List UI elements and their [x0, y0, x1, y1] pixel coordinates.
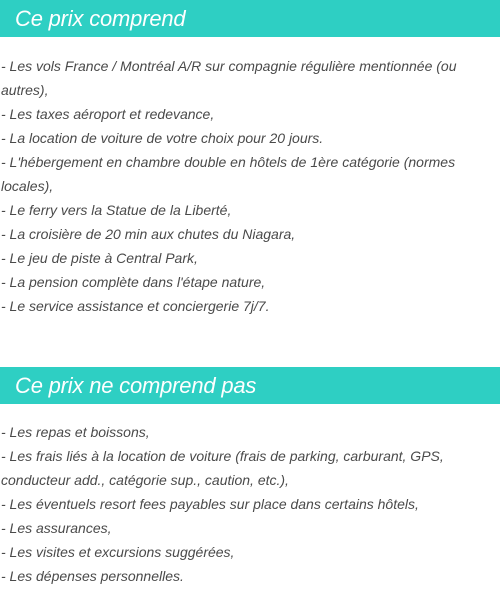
- included-item-niagara-cruise: - La croisière de 20 min aux chutes du Niagara,: [1, 226, 296, 242]
- excluded-section-title: Ce prix ne comprend pas: [15, 372, 257, 398]
- included-item-central-park-game: - Le jeu de piste à Central Park,: [1, 250, 198, 266]
- excluded-item-meals: - Les repas et boissons,: [1, 424, 150, 440]
- included-item-airport-taxes: - Les taxes aéroport et redevance,: [1, 106, 215, 122]
- included-item-car-rental: - La location de voiture de votre choix pour 20 jours.: [1, 130, 324, 146]
- excluded-section-header: [0, 367, 500, 404]
- excluded-item-excursions: - Les visites et excursions suggérées,: [1, 544, 235, 560]
- included-item-concierge: - Le service assistance et conciergerie 7j/7.: [1, 298, 270, 314]
- included-section-header: [0, 0, 500, 37]
- included-item-full-board: - La pension complète dans l'étape nature,: [1, 274, 266, 290]
- excluded-item-resort-fees: - Les éventuels resort fees payables sur place dans certains hôtels,: [1, 496, 419, 512]
- excluded-item-insurance: - Les assurances,: [1, 520, 112, 536]
- excluded-item-car-fees: - Les frais liés à la location de voiture (frais de parking, carburant, GPS, conducteur add., catégorie sup., caution, etc.),: [1, 448, 444, 488]
- included-item-flights: - Les vols France / Montréal A/R sur compagnie régulière mentionnée (ou autres),: [1, 58, 457, 98]
- excluded-items-list: [1, 420, 491, 588]
- excluded-item-personal-expenses: - Les dépenses personnelles.: [1, 568, 184, 584]
- included-section-title: Ce prix comprend: [15, 5, 186, 31]
- included-item-accommodation: - L'hébergement en chambre double en hôtels de 1ère catégorie (normes locales),: [1, 154, 456, 194]
- included-items-list: [1, 54, 491, 318]
- included-item-ferry: - Le ferry vers la Statue de la Liberté,: [1, 202, 232, 218]
